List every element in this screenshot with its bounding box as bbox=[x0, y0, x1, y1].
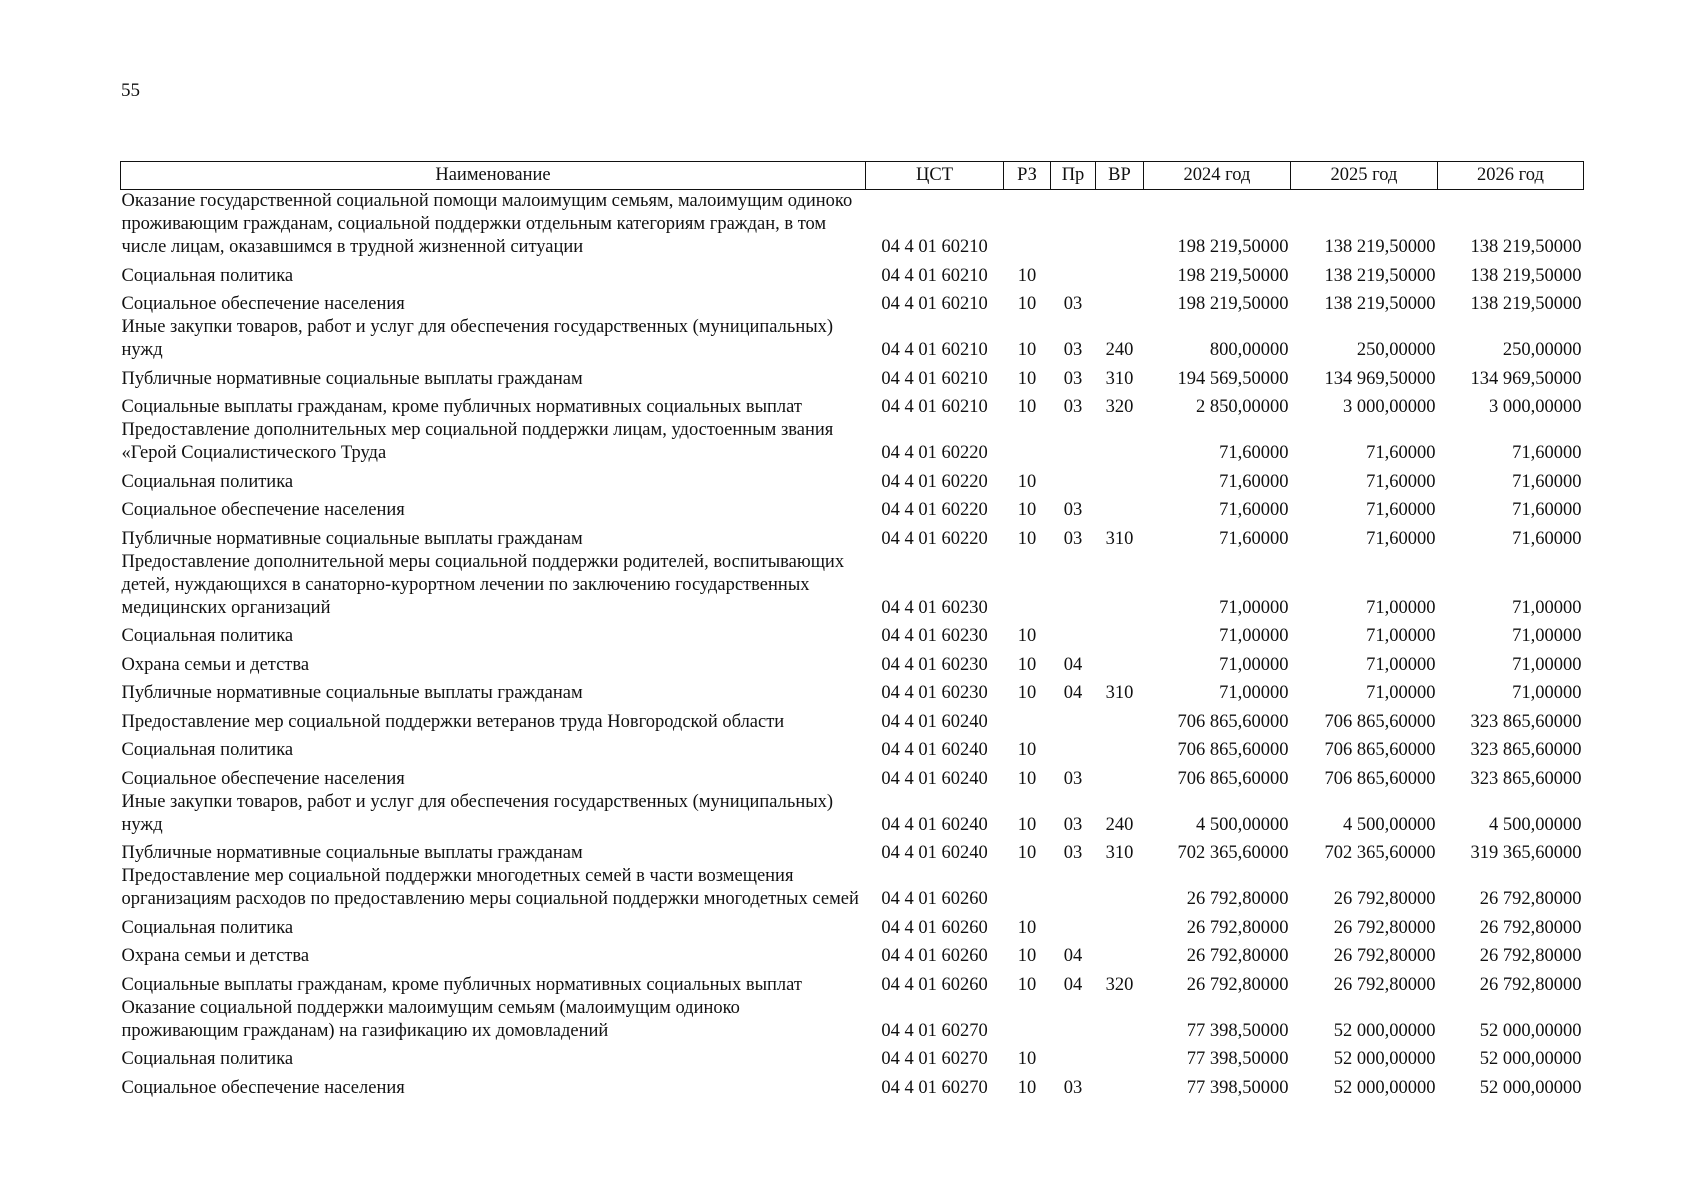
row-vr: 310 bbox=[1105, 368, 1134, 389]
row-name: Социальное обеспечение населения bbox=[121, 294, 405, 314]
row-value-2026: 71,00000 bbox=[1512, 597, 1582, 618]
row-value-2024: 71,60000 bbox=[1219, 443, 1289, 463]
row-cst: 04 4 01 60210 bbox=[881, 340, 988, 360]
row-rz: 10 bbox=[1017, 471, 1037, 492]
row-cst: 04 4 01 60240 bbox=[881, 740, 988, 760]
row-pr: 03 bbox=[1063, 294, 1083, 314]
row-vr bbox=[1096, 648, 1144, 677]
row-vr bbox=[1096, 762, 1144, 791]
row-rz bbox=[1004, 865, 1051, 911]
table-row bbox=[121, 705, 1584, 734]
row-value-2026: 71,60000 bbox=[1512, 528, 1582, 549]
row-value-2024: 77 398,50000 bbox=[1186, 1049, 1289, 1069]
page-number: 55 bbox=[121, 80, 140, 101]
row-value-2025: 4 500,00000 bbox=[1343, 814, 1436, 835]
row-cst: 04 4 01 60210 bbox=[881, 397, 988, 417]
row-value-2024: 26 792,80000 bbox=[1186, 889, 1289, 909]
row-vr: 320 bbox=[1105, 974, 1134, 995]
table-row bbox=[121, 791, 1584, 837]
row-value-2025: 26 792,80000 bbox=[1333, 946, 1436, 966]
row-pr bbox=[1051, 911, 1096, 940]
row-value-2026: 323 865,60000 bbox=[1470, 768, 1582, 789]
row-rz: 10 bbox=[1017, 946, 1037, 966]
row-value-2025: 71,00000 bbox=[1366, 626, 1436, 646]
row-vr bbox=[1096, 997, 1144, 1043]
row-value-2024: 198 219,50000 bbox=[1177, 237, 1289, 257]
row-name: Публичные нормативные социальные выплаты гражданам bbox=[121, 683, 583, 703]
row-pr bbox=[1051, 465, 1096, 494]
row-value-2025: 3 000,00000 bbox=[1343, 397, 1436, 417]
row-name: Оказание социальной поддержки малоимущим семьям (малоимущим одиноко проживающим гражданам) на газификацию их домовладений bbox=[121, 997, 740, 1041]
row-cst: 04 4 01 60270 bbox=[881, 1020, 988, 1041]
row-vr: 240 bbox=[1105, 814, 1134, 835]
row-value-2024: 198 219,50000 bbox=[1177, 294, 1289, 314]
row-value-2025: 71,00000 bbox=[1366, 683, 1436, 703]
row-name: Публичные нормативные социальные выплаты гражданам bbox=[121, 528, 583, 549]
row-name: Социальное обеспечение населения bbox=[121, 500, 405, 520]
row-value-2025: 26 792,80000 bbox=[1333, 917, 1436, 938]
row-pr bbox=[1051, 997, 1096, 1043]
row-cst: 04 4 01 60270 bbox=[881, 1077, 988, 1098]
row-value-2025: 138 219,50000 bbox=[1324, 237, 1436, 257]
row-value-2026: 26 792,80000 bbox=[1479, 946, 1582, 966]
row-vr bbox=[1096, 465, 1144, 494]
row-value-2024: 26 792,80000 bbox=[1186, 974, 1289, 995]
row-value-2025: 71,60000 bbox=[1366, 443, 1436, 463]
row-vr bbox=[1096, 734, 1144, 763]
row-value-2025: 706 865,60000 bbox=[1324, 768, 1436, 789]
row-pr bbox=[1051, 259, 1096, 288]
row-value-2024: 71,00000 bbox=[1219, 683, 1289, 703]
row-value-2025: 71,60000 bbox=[1366, 528, 1436, 549]
row-cst: 04 4 01 60260 bbox=[881, 946, 988, 966]
row-name: Охрана семьи и детства bbox=[121, 946, 310, 966]
row-name: Социальная политика bbox=[121, 471, 294, 492]
row-value-2025: 706 865,60000 bbox=[1324, 740, 1436, 760]
row-pr: 04 bbox=[1063, 683, 1083, 703]
table-row bbox=[121, 968, 1584, 997]
row-value-2026: 26 792,80000 bbox=[1479, 889, 1582, 909]
row-pr bbox=[1051, 734, 1096, 763]
row-value-2026: 323 865,60000 bbox=[1470, 740, 1582, 760]
header-name: Наименование bbox=[121, 162, 866, 190]
row-rz: 10 bbox=[1017, 397, 1037, 417]
row-name: Предоставление дополнительных мер социальной поддержки лицам, удостоенным звания «Герой Социалистического Труда bbox=[121, 420, 834, 463]
row-value-2024: 71,00000 bbox=[1219, 654, 1289, 675]
row-rz bbox=[1004, 997, 1051, 1043]
header-cst: ЦСТ bbox=[866, 162, 1004, 190]
row-cst: 04 4 01 60240 bbox=[881, 768, 988, 789]
row-rz: 10 bbox=[1017, 528, 1037, 549]
row-name: Публичные нормативные социальные выплаты гражданам bbox=[121, 368, 583, 389]
row-name: Социальная политика bbox=[121, 917, 294, 938]
table-row bbox=[121, 620, 1584, 649]
row-vr bbox=[1096, 865, 1144, 911]
row-cst: 04 4 01 60230 bbox=[881, 626, 988, 646]
table-row bbox=[121, 494, 1584, 523]
row-value-2025: 71,60000 bbox=[1366, 500, 1436, 520]
row-pr: 03 bbox=[1063, 843, 1083, 863]
row-value-2025: 702 365,60000 bbox=[1324, 843, 1436, 863]
row-pr: 03 bbox=[1063, 340, 1083, 360]
row-value-2026: 138 219,50000 bbox=[1470, 294, 1582, 314]
table-row bbox=[121, 837, 1584, 866]
row-value-2024: 26 792,80000 bbox=[1186, 946, 1289, 966]
table-row bbox=[121, 940, 1584, 969]
row-value-2024: 706 865,60000 bbox=[1177, 768, 1289, 789]
row-cst: 04 4 01 60220 bbox=[881, 500, 988, 520]
row-value-2024: 71,60000 bbox=[1219, 471, 1289, 492]
row-name: Социальная политика bbox=[121, 265, 294, 286]
budget-table bbox=[120, 161, 1584, 1100]
row-name: Социальная политика bbox=[121, 740, 294, 760]
row-name: Социальные выплаты гражданам, кроме публичных нормативных социальных выплат bbox=[121, 974, 802, 995]
row-pr: 03 bbox=[1063, 500, 1083, 520]
row-cst: 04 4 01 60240 bbox=[881, 711, 988, 732]
row-vr bbox=[1096, 190, 1144, 260]
row-value-2026: 71,00000 bbox=[1512, 654, 1582, 675]
row-cst: 04 4 01 60260 bbox=[881, 917, 988, 938]
row-cst: 04 4 01 60210 bbox=[881, 368, 988, 389]
table-row bbox=[121, 551, 1584, 620]
row-value-2026: 71,00000 bbox=[1512, 683, 1582, 703]
row-value-2026: 71,00000 bbox=[1512, 626, 1582, 646]
row-vr: 240 bbox=[1105, 340, 1134, 360]
table-row bbox=[121, 1043, 1584, 1072]
row-value-2025: 71,60000 bbox=[1366, 471, 1436, 492]
row-vr bbox=[1096, 1071, 1144, 1100]
row-name: Социальная политика bbox=[121, 626, 294, 646]
table-row bbox=[121, 1071, 1584, 1100]
row-value-2025: 138 219,50000 bbox=[1324, 294, 1436, 314]
row-value-2026: 4 500,00000 bbox=[1489, 814, 1582, 835]
row-value-2024: 800,00000 bbox=[1209, 340, 1289, 360]
table-row bbox=[121, 419, 1584, 465]
row-cst: 04 4 01 60210 bbox=[881, 237, 988, 257]
row-rz bbox=[1004, 705, 1051, 734]
row-vr bbox=[1096, 620, 1144, 649]
row-vr bbox=[1096, 940, 1144, 969]
header-2025: 2025 год bbox=[1291, 162, 1438, 190]
row-rz: 10 bbox=[1017, 368, 1037, 389]
row-value-2025: 706 865,60000 bbox=[1324, 711, 1436, 732]
table-row bbox=[121, 997, 1584, 1043]
row-value-2026: 250,00000 bbox=[1502, 340, 1582, 360]
row-value-2026: 71,60000 bbox=[1512, 471, 1582, 492]
row-name: Социальная политика bbox=[121, 1049, 294, 1069]
row-name: Предоставление мер социальной поддержки многодетных семей в части возмещения организациям расходов по предоставлению меры социальной поддержки многодетных семей bbox=[121, 866, 859, 909]
row-rz: 10 bbox=[1017, 917, 1037, 938]
row-name: Предоставление мер социальной поддержки ветеранов труда Новгородской области bbox=[121, 711, 785, 732]
table-row bbox=[121, 362, 1584, 391]
row-rz: 10 bbox=[1017, 683, 1037, 703]
row-rz: 10 bbox=[1017, 1077, 1037, 1098]
row-value-2026: 323 865,60000 bbox=[1470, 711, 1582, 732]
row-name: Охрана семьи и детства bbox=[121, 654, 310, 675]
row-pr: 03 bbox=[1063, 1077, 1083, 1098]
row-rz: 10 bbox=[1017, 340, 1037, 360]
row-value-2024: 71,00000 bbox=[1219, 626, 1289, 646]
table-row bbox=[121, 762, 1584, 791]
table-row bbox=[121, 316, 1584, 362]
row-cst: 04 4 01 60260 bbox=[881, 889, 988, 909]
row-cst: 04 4 01 60240 bbox=[881, 814, 988, 835]
row-name: Социальное обеспечение населения bbox=[121, 1077, 405, 1098]
row-vr: 310 bbox=[1105, 843, 1134, 863]
row-pr: 03 bbox=[1063, 397, 1083, 417]
row-vr bbox=[1096, 494, 1144, 523]
row-vr bbox=[1096, 551, 1144, 620]
row-value-2025: 26 792,80000 bbox=[1333, 889, 1436, 909]
row-pr: 04 bbox=[1063, 654, 1083, 675]
row-rz: 10 bbox=[1017, 740, 1037, 760]
row-cst: 04 4 01 60230 bbox=[881, 683, 988, 703]
row-cst: 04 4 01 60210 bbox=[881, 265, 988, 286]
row-value-2025: 26 792,80000 bbox=[1333, 974, 1436, 995]
row-vr bbox=[1096, 259, 1144, 288]
table-row bbox=[121, 865, 1584, 911]
row-value-2024: 706 865,60000 bbox=[1177, 740, 1289, 760]
row-value-2026: 138 219,50000 bbox=[1470, 237, 1582, 257]
row-vr bbox=[1096, 288, 1144, 317]
row-name: Социальные выплаты гражданам, кроме публичных нормативных социальных выплат bbox=[121, 397, 802, 417]
row-name: Предоставление дополнительной меры социальной поддержки родителей, воспитывающих детей, нуждающихся в санаторно-курортном лечении по заключению государственных медицинских организаций bbox=[121, 551, 845, 618]
row-vr bbox=[1096, 705, 1144, 734]
row-vr: 310 bbox=[1105, 528, 1134, 549]
row-rz: 10 bbox=[1017, 814, 1037, 835]
row-value-2026: 71,60000 bbox=[1512, 500, 1582, 520]
row-value-2025: 52 000,00000 bbox=[1333, 1020, 1436, 1041]
row-value-2024: 194 569,50000 bbox=[1177, 368, 1289, 389]
row-pr bbox=[1051, 1043, 1096, 1072]
row-vr bbox=[1096, 1043, 1144, 1072]
row-name: Оказание государственной социальной помощи малоимущим семьям, малоимущим одиноко проживающим гражданам, социальной поддержки отдельным категориям граждан, в том числе лицам, оказавшимся в трудной жизненной ситуации bbox=[121, 191, 853, 257]
row-pr: 04 bbox=[1063, 974, 1083, 995]
row-value-2024: 71,60000 bbox=[1219, 528, 1289, 549]
row-vr bbox=[1096, 911, 1144, 940]
row-value-2024: 71,60000 bbox=[1219, 500, 1289, 520]
row-vr: 310 bbox=[1105, 683, 1134, 703]
row-pr bbox=[1051, 865, 1096, 911]
row-cst: 04 4 01 60270 bbox=[881, 1049, 988, 1069]
row-value-2025: 138 219,50000 bbox=[1324, 265, 1436, 286]
row-pr: 03 bbox=[1063, 368, 1083, 389]
table-row bbox=[121, 677, 1584, 706]
row-value-2025: 134 969,50000 bbox=[1324, 368, 1436, 389]
header-pr: Пр bbox=[1051, 162, 1096, 190]
row-pr: 03 bbox=[1063, 814, 1083, 835]
table-row bbox=[121, 465, 1584, 494]
header-vr: ВР bbox=[1096, 162, 1144, 190]
row-value-2026: 138 219,50000 bbox=[1470, 265, 1582, 286]
row-name: Публичные нормативные социальные выплаты гражданам bbox=[121, 843, 583, 863]
row-value-2024: 4 500,00000 bbox=[1196, 814, 1289, 835]
row-vr: 320 bbox=[1105, 397, 1134, 417]
row-cst: 04 4 01 60240 bbox=[881, 843, 988, 863]
row-value-2026: 134 969,50000 bbox=[1470, 368, 1582, 389]
row-value-2026: 319 365,60000 bbox=[1470, 843, 1582, 863]
row-cst: 04 4 01 60220 bbox=[881, 471, 988, 492]
row-pr: 03 bbox=[1063, 768, 1083, 789]
row-pr bbox=[1051, 705, 1096, 734]
row-rz bbox=[1004, 190, 1051, 260]
row-value-2025: 71,00000 bbox=[1366, 597, 1436, 618]
row-name: Иные закупки товаров, работ и услуг для обеспечения государственных (муниципальных) нужд bbox=[121, 317, 834, 360]
row-name: Социальное обеспечение населения bbox=[121, 768, 405, 789]
row-value-2024: 77 398,50000 bbox=[1186, 1077, 1289, 1098]
table-header-row bbox=[121, 162, 1584, 190]
row-value-2024: 26 792,80000 bbox=[1186, 917, 1289, 938]
row-rz: 10 bbox=[1017, 654, 1037, 675]
row-value-2025: 52 000,00000 bbox=[1333, 1077, 1436, 1098]
row-vr bbox=[1096, 419, 1144, 465]
table-row bbox=[121, 288, 1584, 317]
row-pr bbox=[1051, 551, 1096, 620]
row-rz: 10 bbox=[1017, 1049, 1037, 1069]
header-2024: 2024 год bbox=[1144, 162, 1291, 190]
row-value-2024: 198 219,50000 bbox=[1177, 265, 1289, 286]
row-value-2026: 26 792,80000 bbox=[1479, 917, 1582, 938]
row-name: Иные закупки товаров, работ и услуг для обеспечения государственных (муниципальных) нужд bbox=[121, 791, 834, 835]
table-row bbox=[121, 911, 1584, 940]
row-pr: 04 bbox=[1063, 946, 1083, 966]
table-row bbox=[121, 648, 1584, 677]
row-pr: 03 bbox=[1063, 528, 1083, 549]
table-row bbox=[121, 259, 1584, 288]
row-value-2025: 250,00000 bbox=[1356, 340, 1436, 360]
row-value-2026: 52 000,00000 bbox=[1479, 1077, 1582, 1098]
row-cst: 04 4 01 60210 bbox=[881, 294, 988, 314]
table-row bbox=[121, 190, 1584, 260]
table-row bbox=[121, 391, 1584, 420]
row-cst: 04 4 01 60230 bbox=[881, 654, 988, 675]
row-value-2024: 2 850,00000 bbox=[1196, 397, 1289, 417]
row-value-2024: 702 365,60000 bbox=[1177, 843, 1289, 863]
row-rz bbox=[1004, 551, 1051, 620]
row-cst: 04 4 01 60260 bbox=[881, 974, 988, 995]
row-cst: 04 4 01 60220 bbox=[881, 528, 988, 549]
header-rz: РЗ bbox=[1004, 162, 1051, 190]
row-rz: 10 bbox=[1017, 500, 1037, 520]
row-value-2024: 77 398,50000 bbox=[1186, 1020, 1289, 1041]
table-row bbox=[121, 522, 1584, 551]
row-pr bbox=[1051, 190, 1096, 260]
row-rz: 10 bbox=[1017, 294, 1037, 314]
row-value-2025: 52 000,00000 bbox=[1333, 1049, 1436, 1069]
row-rz: 10 bbox=[1017, 265, 1037, 286]
row-value-2026: 71,60000 bbox=[1512, 443, 1582, 463]
row-value-2026: 26 792,80000 bbox=[1479, 974, 1582, 995]
row-pr bbox=[1051, 620, 1096, 649]
row-rz bbox=[1004, 419, 1051, 465]
row-value-2026: 52 000,00000 bbox=[1479, 1049, 1582, 1069]
row-rz: 10 bbox=[1017, 768, 1037, 789]
row-value-2026: 52 000,00000 bbox=[1479, 1020, 1582, 1041]
row-value-2024: 71,00000 bbox=[1219, 597, 1289, 618]
row-rz: 10 bbox=[1017, 843, 1037, 863]
row-value-2024: 706 865,60000 bbox=[1177, 711, 1289, 732]
row-cst: 04 4 01 60230 bbox=[881, 597, 988, 618]
row-value-2026: 3 000,00000 bbox=[1489, 397, 1582, 417]
row-cst: 04 4 01 60220 bbox=[881, 443, 988, 463]
row-rz: 10 bbox=[1017, 974, 1037, 995]
row-value-2025: 71,00000 bbox=[1366, 654, 1436, 675]
row-pr bbox=[1051, 419, 1096, 465]
row-rz: 10 bbox=[1017, 626, 1037, 646]
table-row bbox=[121, 734, 1584, 763]
header-2026: 2026 год bbox=[1438, 162, 1584, 190]
table-body bbox=[121, 190, 1584, 1100]
